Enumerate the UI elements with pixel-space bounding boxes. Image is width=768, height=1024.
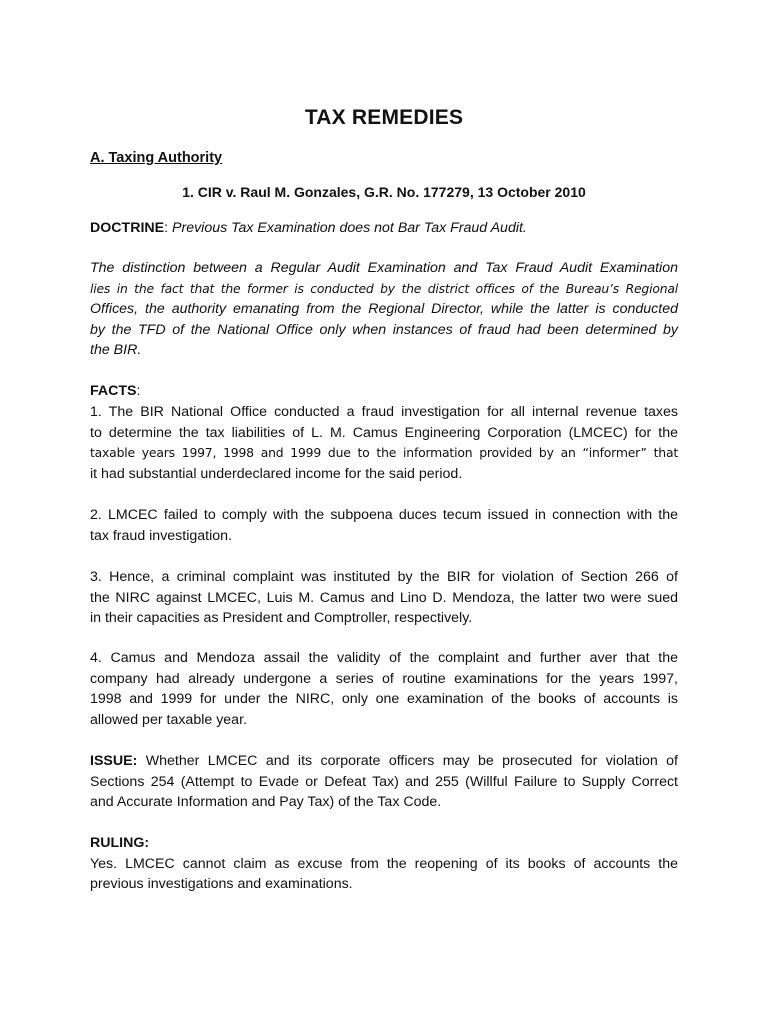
facts-line: the NIRC against LMCEC, Luis M. Camus and Lino D. Mendoza, the latter two were sued	[90, 589, 678, 606]
issue-label: ISSUE:	[90, 753, 138, 769]
facts-line: 1. The BIR National Office conducted a fraud investigation for all internal revenue taxes	[90, 404, 678, 420]
facts-label: FACTS	[90, 383, 137, 399]
facts-separator: :	[136, 383, 141, 399]
facts-heading	[90, 381, 678, 402]
distinction-line: The distinction between a Regular Audit Examination and Tax Fraud Audit Examination	[90, 260, 678, 276]
issue-first-text: Whether LMCEC and its corporate officers may be prosecuted for violation of	[145, 753, 678, 769]
ruling-line: previous investigations and examinations.	[90, 876, 353, 893]
facts-line: 1998 and 1999 for under the NIRC, only one examination of the books of accounts is	[90, 691, 678, 708]
distinction-line: by the TFD of the National Office only when instances of fraud had been determined by	[90, 321, 678, 338]
doctrine-paragraph	[90, 218, 678, 239]
doctrine-text: Previous Tax Examination does not Bar Tax Fraud Audit.	[172, 220, 527, 236]
facts-line: 2. LMCEC failed to comply with the subpoena duces tecum issued in connection with the	[90, 507, 678, 523]
facts-item-4	[90, 648, 678, 730]
facts-item-3	[90, 567, 678, 629]
issue-first-line	[90, 751, 678, 772]
facts-line: tax fraud investigation.	[90, 527, 232, 544]
case-title: 1. CIR v. Raul M. Gonzales, G.R. No. 177279, 13 October 2010	[182, 184, 586, 200]
facts-line: 4. Camus and Mendoza assail the validity of the complaint and further aver that the	[90, 650, 678, 666]
ruling-label: RULING:	[90, 835, 150, 851]
distinction-line: Offices, the authority emanating from the Regional Director, while the latter is conducted	[90, 301, 678, 318]
distinction-line: the BIR.	[90, 342, 142, 359]
facts-line: it had substantial underdeclared income for the said period.	[90, 465, 463, 482]
facts-item-2	[90, 505, 678, 546]
issue-paragraph	[90, 751, 678, 813]
ruling-line: Yes. LMCEC cannot claim as excuse from the reopening of its books of accounts the	[90, 855, 678, 872]
facts-line: taxable years 1997, 1998 and 1999 due to the information provided by an “informer” that	[90, 445, 678, 461]
issue-line: Sections 254 (Attempt to Evade or Defeat Tax) and 255 (Willful Failure to Supply Correct	[90, 773, 678, 790]
issue-line: and Accurate Information and Pay Tax) of the Tax Code.	[90, 794, 442, 811]
doctrine-separator: :	[164, 220, 169, 236]
page-title: TAX REMEDIES	[304, 106, 464, 129]
distinction-line: lies in the fact that the former is conducted by the district offices of the Bureau’s Regional	[90, 280, 678, 296]
ruling-paragraph	[90, 833, 678, 895]
facts-line: to determine the tax liabilities of L. M. Camus Engineering Corporation (LMCEC) for the	[90, 424, 678, 441]
doctrine-label: DOCTRINE	[90, 220, 165, 236]
distinction-paragraph	[90, 258, 678, 361]
facts-line: company had already undergone a series of routine examinations for the years 1997,	[90, 670, 678, 687]
section-heading: A. Taxing Authority	[90, 150, 223, 166]
facts-line: allowed per taxable year.	[90, 711, 247, 728]
facts-line: 3. Hence, a criminal complaint was instituted by the BIR for violation of Section 266 of	[90, 569, 678, 585]
facts-item-1	[90, 402, 678, 484]
facts-line: in their capacities as President and Comptroller, respectively.	[90, 610, 473, 627]
